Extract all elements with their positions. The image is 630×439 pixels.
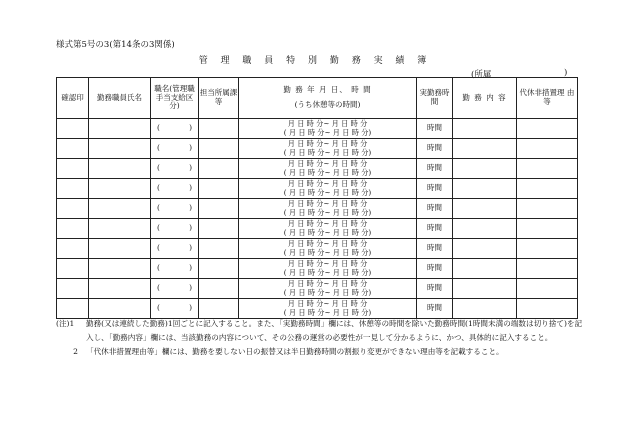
paren-open: ( (157, 243, 160, 253)
hours-unit: 時間 (427, 203, 442, 213)
affiliation-close: ) (564, 68, 568, 78)
paren-close: ) (189, 163, 192, 173)
note-2 (56, 345, 586, 359)
department-cell[interactable] (199, 239, 239, 259)
position-cell[interactable] (151, 259, 199, 279)
actual-hours-cell[interactable] (417, 299, 453, 319)
department-cell[interactable] (199, 159, 239, 179)
datetime-line1: 月 日 時 分~ 月 日 時 分 (287, 218, 368, 228)
form-number: 様式第5号の3(第14条の3関係) (56, 40, 175, 50)
department-cell[interactable] (199, 259, 239, 279)
paren-open: ( (157, 163, 160, 173)
page-title: 管 理 職 員 特 別 勤 務 実 績 簿 (198, 56, 432, 66)
name-cell[interactable] (89, 199, 151, 219)
table-row (57, 199, 578, 219)
datetime-line2: ( 月 日 時 分~ 月 日 時 分) (283, 247, 372, 257)
seal-cell[interactable] (57, 119, 89, 139)
datetime-line2: ( 月 日 時 分~ 月 日 時 分) (283, 227, 372, 237)
actual-hours-cell[interactable] (417, 119, 453, 139)
reason-cell[interactable] (517, 139, 578, 159)
datetime-line1: 月 日 時 分~ 月 日 時 分 (287, 298, 368, 308)
datetime-line1: 月 日 時 分~ 月 日 時 分 (287, 138, 368, 148)
datetime-line1: 月 日 時 分~ 月 日 時 分 (287, 238, 368, 248)
content-cell[interactable] (453, 279, 517, 299)
paren-close: ) (189, 143, 192, 153)
datetime-line1: 月 日 時 分~ 月 日 時 分 (287, 258, 368, 268)
datetime-line2: ( 月 日 時 分~ 月 日 時 分) (283, 267, 372, 277)
header-datetime-sub: (うち休憩等の時間) (294, 100, 361, 109)
header-seal: 確認印 (57, 78, 89, 119)
seal-cell[interactable] (57, 259, 89, 279)
position-cell[interactable] (151, 219, 199, 239)
paren-close: ) (189, 123, 192, 133)
content-cell[interactable] (453, 239, 517, 259)
header-datetime-main: 勤 務 年 月 日、 時 間 (283, 85, 372, 95)
header-datetime (239, 78, 417, 119)
seal-cell[interactable] (57, 139, 89, 159)
datetime-cell[interactable] (239, 239, 417, 259)
datetime-cell[interactable] (239, 179, 417, 199)
note-1-tag: (注)1 (56, 319, 75, 328)
content-cell[interactable] (453, 219, 517, 239)
position-cell[interactable] (151, 239, 199, 259)
datetime-line2: ( 月 日 時 分~ 月 日 時 分) (283, 207, 372, 217)
table-row (57, 299, 578, 319)
datetime-cell[interactable] (239, 219, 417, 239)
department-cell[interactable] (199, 299, 239, 319)
paren-open: ( (157, 183, 160, 193)
actual-hours-cell[interactable] (417, 139, 453, 159)
header-department: 担当所属課等 (199, 78, 239, 119)
department-cell[interactable] (199, 199, 239, 219)
content-cell[interactable] (453, 259, 517, 279)
actual-hours-cell[interactable] (417, 239, 453, 259)
name-cell[interactable] (89, 299, 151, 319)
paren-open: ( (157, 143, 160, 153)
header-reason: 代休非措置理 由 等 (517, 78, 578, 119)
hours-unit: 時間 (427, 143, 442, 153)
position-cell[interactable] (151, 179, 199, 199)
table-row (57, 239, 578, 259)
datetime-cell[interactable] (239, 159, 417, 179)
paren-open: ( (157, 123, 160, 133)
position-cell[interactable] (151, 119, 199, 139)
paren-close: ) (189, 183, 192, 193)
datetime-line2: ( 月 日 時 分~ 月 日 時 分) (283, 167, 372, 177)
hours-unit: 時間 (427, 163, 442, 173)
seal-cell[interactable] (57, 159, 89, 179)
content-cell[interactable] (453, 159, 517, 179)
reason-cell[interactable] (517, 179, 578, 199)
seal-cell[interactable] (57, 179, 89, 199)
note-1-text: 勤務(又は連続した勤務)1回ごとに記入すること。また、「実勤務時間」欄には、休憩等の時間を除いた勤務時間(1時間未満の端数は切り捨て)を記入し、「勤務内容」欄には、当該勤務の内容について、その公務の運営の必要性が一見して分かるように、かつ、具体的に記入すること。 (86, 319, 583, 342)
header-row (57, 78, 578, 119)
paren-close: ) (189, 303, 192, 313)
datetime-cell[interactable] (239, 139, 417, 159)
content-cell[interactable] (453, 119, 517, 139)
name-cell[interactable] (89, 139, 151, 159)
department-cell[interactable] (199, 139, 239, 159)
header-content: 勤 務 内 容 (453, 78, 517, 119)
affiliation-label: (所属 (471, 70, 492, 80)
datetime-cell[interactable] (239, 279, 417, 299)
seal-cell[interactable] (57, 239, 89, 259)
actual-hours-cell[interactable] (417, 279, 453, 299)
paren-open: ( (157, 303, 160, 313)
actual-hours-cell[interactable] (417, 259, 453, 279)
department-cell[interactable] (199, 279, 239, 299)
reason-cell[interactable] (517, 239, 578, 259)
actual-hours-cell[interactable] (417, 179, 453, 199)
reason-cell[interactable] (517, 219, 578, 239)
hours-unit: 時間 (427, 303, 442, 313)
record-table (56, 77, 578, 319)
name-cell[interactable] (89, 159, 151, 179)
note-1 (56, 317, 586, 345)
seal-cell[interactable] (57, 199, 89, 219)
position-cell[interactable] (151, 279, 199, 299)
department-cell[interactable] (199, 119, 239, 139)
name-cell[interactable] (89, 179, 151, 199)
reason-cell[interactable] (517, 259, 578, 279)
position-cell[interactable] (151, 139, 199, 159)
note-2-tag: 2 (73, 347, 78, 356)
table-row (57, 179, 578, 199)
reason-cell[interactable] (517, 159, 578, 179)
reason-cell[interactable] (517, 119, 578, 139)
table-row (57, 139, 578, 159)
name-cell[interactable] (89, 119, 151, 139)
actual-hours-cell[interactable] (417, 159, 453, 179)
paren-close: ) (189, 203, 192, 213)
content-cell[interactable] (453, 199, 517, 219)
paren-open: ( (157, 263, 160, 273)
datetime-cell[interactable] (239, 259, 417, 279)
department-cell[interactable] (199, 219, 239, 239)
datetime-line2: ( 月 日 時 分~ 月 日 時 分) (283, 147, 372, 157)
hours-unit: 時間 (427, 223, 442, 233)
content-cell[interactable] (453, 299, 517, 319)
position-cell[interactable] (151, 299, 199, 319)
seal-cell[interactable] (57, 219, 89, 239)
table-row (57, 259, 578, 279)
datetime-line1: 月 日 時 分~ 月 日 時 分 (287, 198, 368, 208)
header-position: 職名(管理職手当支給区分) (151, 78, 199, 119)
position-cell[interactable] (151, 159, 199, 179)
paren-open: ( (157, 223, 160, 233)
actual-hours-cell[interactable] (417, 219, 453, 239)
datetime-cell[interactable] (239, 119, 417, 139)
paren-close: ) (189, 283, 192, 293)
datetime-line1: 月 日 時 分~ 月 日 時 分 (287, 158, 368, 168)
datetime-line2: ( 月 日 時 分~ 月 日 時 分) (283, 187, 372, 197)
position-cell[interactable] (151, 199, 199, 219)
name-cell[interactable] (89, 219, 151, 239)
seal-cell[interactable] (57, 299, 89, 319)
hours-unit: 時間 (427, 243, 442, 253)
name-cell[interactable] (89, 259, 151, 279)
datetime-line1: 月 日 時 分~ 月 日 時 分 (287, 278, 368, 288)
table-row (57, 159, 578, 179)
content-cell[interactable] (453, 139, 517, 159)
note-2-text: 「代休非措置理由等」欄には、勤務を要しない日の振替又は半日勤務時間の割振り変更ができない理由等を記載すること。 (86, 347, 504, 356)
paren-open: ( (157, 203, 160, 213)
paren-close: ) (189, 243, 192, 253)
reason-cell[interactable] (517, 199, 578, 219)
table-row (57, 219, 578, 239)
hours-unit: 時間 (427, 123, 442, 133)
datetime-line2: ( 月 日 時 分~ 月 日 時 分) (283, 307, 372, 317)
datetime-cell[interactable] (239, 199, 417, 219)
hours-unit: 時間 (427, 283, 442, 293)
name-cell[interactable] (89, 279, 151, 299)
reason-cell[interactable] (517, 299, 578, 319)
name-cell[interactable] (89, 239, 151, 259)
paren-close: ) (189, 223, 192, 233)
department-cell[interactable] (199, 179, 239, 199)
seal-cell[interactable] (57, 279, 89, 299)
datetime-line2: ( 月 日 時 分~ 月 日 時 分) (283, 127, 372, 137)
table-row (57, 119, 578, 139)
header-name: 勤務職員氏名 (89, 78, 151, 119)
table-row (57, 279, 578, 299)
reason-cell[interactable] (517, 279, 578, 299)
header-actual-hours: 実勤務時 間 (417, 78, 453, 119)
datetime-line1: 月 日 時 分~ 月 日 時 分 (287, 178, 368, 188)
content-cell[interactable] (453, 179, 517, 199)
notes (56, 317, 586, 359)
hours-unit: 時間 (427, 183, 442, 193)
paren-open: ( (157, 283, 160, 293)
hours-unit: 時間 (427, 263, 442, 273)
paren-close: ) (189, 263, 192, 273)
actual-hours-cell[interactable] (417, 199, 453, 219)
datetime-line1: 月 日 時 分~ 月 日 時 分 (287, 118, 368, 128)
datetime-line2: ( 月 日 時 分~ 月 日 時 分) (283, 287, 372, 297)
datetime-cell[interactable] (239, 299, 417, 319)
